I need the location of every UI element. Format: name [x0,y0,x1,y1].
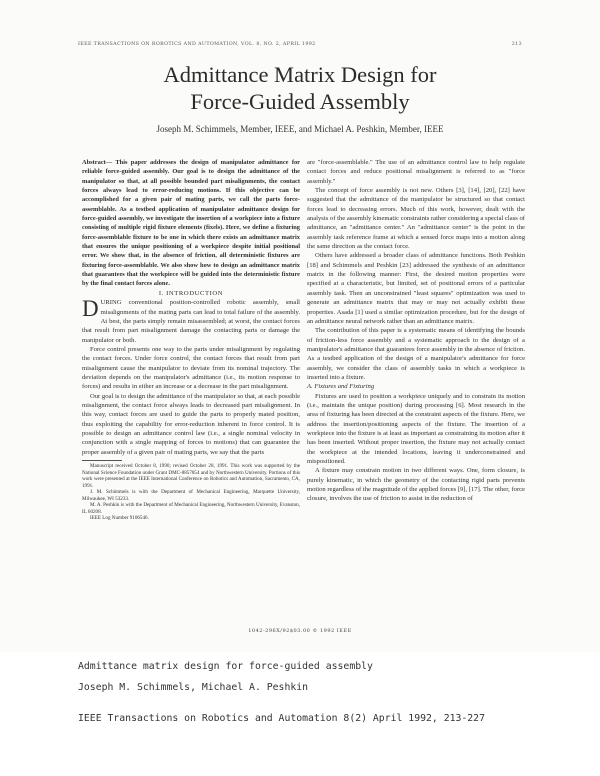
citation-reference: IEEE Transactions on Robotics and Automation 8(2) April 1992, 213-227 [78,713,485,724]
paper-title-line-1: Admittance Matrix Design for [163,62,437,87]
footnote-ieee-log: IEEE Log Number 9106546. [90,515,149,521]
intro-paragraph-2: Force control presents one way to the parts under misalignment by regulating the contact forces. Under force control, the contact forces that result from part misalignment cause the manipulator to deviate from its nominal trajectory. The deviation depends on the manipulator's admittance (i.e., its motion response to forces) and results in either an increase or a decrease in the part misalignment. [82,345,300,391]
running-head [78,42,522,47]
body-paragraph-4: The contribution of this paper is a systematic means of identifying the bounds of friction-less force assembly and a systematic approach to the design of a manipulator's admittance that guarantees force assembly in the absence of friction. As a testbed application of the design of a manipulator's admittance for force assembly, we consider the class of assembly tasks in which a workpiece is inserted into a fixture. [307,327,525,381]
intro-paragraph-3: Our goal is to design the admittance of the manipulator so that, at each possible misalignment, the contact force always leads to decreased part misalignment. In this way, contact forces are used to guide the parts to properly mated position, thus exploiting the capability for error-reduction inherent in force control. It is possible to design an admittance control law (i.e., a single nominal velocity in conjunction with a single mapping of forces to motions) that can guarantee the proper assembly of a given pair of mating parts, we say that the parts [82,392,300,456]
intro-paragraph-1-text: URING conventional position-controlled robotic assembly, small misalignments of the mating parts can lead to total failure of the assembly. At best, the parts simply remain misassembled; at worst, the contact forces that result from part misalignment damage the contacting parts or damage the manipulator or both. [82,299,300,344]
copyright-footer: 1042-296X/92$03.00 © 1992 IEEE [248,628,352,634]
intro-paragraph-1 [82,298,300,345]
left-column [82,158,300,522]
abstract: Abstract— This paper addresses the design of manipulator admittance for reliable force-guided assembly. Our goal is to design the admittance of the manipulator so that, at all possible bounded part misalignments, the contact forces always lead to error-reducing motions. If this objective can be accomplished for a given pair of mating parts, we call the parts force-assemblable. As a testbed application of manipulator admittance design for force-guided assembly, we investigate the insertion of a workpiece into a fixture consisting of multiple rigid fixture elements (fixels). Here, we define a fixturing force-assemblable fixture to be one in which there exists an admittance matrix that ensures the unique positioning of a workpiece despite initial positional error. We show that, in the absence of friction, all deterministic fixtures are fixturing force-assemblable. We also show how to design an admittance matrix that guarantees that the workpiece will be guided into the deterministic fixture by the final contact forces alone. [82,159,300,288]
right-column [307,158,525,504]
body-paragraph-3: Others have addressed a broader class of admittance functions. Both Peshkin [18] and Schimmels and Peshkin [23] addressed the synthesis of an admittance matrix in the following manner: First, the desired motion properties were specified at a characteristic, but limited, set of positional errors of a particular assembly task. Then an unconstrained "least squares" optimization was used to generate an admittance matrix that may or may not actually exhibit these properties. Asada [1] used a similar optimization procedure, but for the design of an admittance neural network rather than an admittance matrix. [307,252,525,325]
body-paragraph-1: are "force-assemblable." The use of an admittance control law to help regulate contact forces and reduce positional misalignment is referred to as "force assembly." [307,159,525,185]
footnote-received: Manuscript received October 8, 1990; revised October 28, 1991. This work was supported by the National Science Foundation under Grant DMC-8857854 and by Northwestern University. Portions of this work were presented at the IEEE International Conference on Robotics and Automation, Sacramento, CA, 1991. [82,463,300,489]
page-number: 213 [511,42,522,47]
footnote-divider [82,460,122,461]
footnote-author-2: M. A. Peshkin is with the Department of Mechanical Engineering, Northwestern University, Evanston, IL 60208. [82,502,300,515]
author-line: Joseph M. Schimmels, Member, IEEE, and Michael A. Peshkin, Member, IEEE [156,124,444,134]
body-paragraph-5: Fixtures are used to position a workpiece uniquely and to constrain its motion (i.e., maintain the unique position) during processing [6]. Most research in the area of fixturing has been directed at the constraint aspects of the fixture. Here, we address the insertion/positioning aspects of the fixture. The insertion of a workpiece into the fixture is at least as important as constraining its motion after it has been inserted. Without proper insertion, the fixture may not actually contact the workpiece at the intended locations, leaving it underconstrained and mispositioned. [307,392,525,465]
citation-block [78,656,578,729]
citation-authors: Joseph M. Schimmels, Michael A. Peshkin [78,682,309,693]
paper-title-line-2: Force-Guided Assembly [190,89,410,114]
citation-title: Admittance matrix design for force-guided assembly [78,661,373,672]
section-heading-introduction: I. INTRODUCTION [158,289,224,297]
footnote-author-1: J. M. Schimmels is with the Department of Mechanical Engineering, Marquette University, Milwaukee, WI 53233. [82,489,300,502]
body-paragraph-6: A fixture may constrain motion in two different ways. One, form closure, is purely kinematic, in which the geometry of the contacting rigid parts prevents motion regardless of the magnitude of the applied forces [9], [17]. The other, force closure, involves the use of friction to assist in the reduction of [307,467,525,503]
journal-header: IEEE TRANSACTIONS ON ROBOTICS AND AUTOMATION, VOL. 8, NO. 2, APRIL 1992 [78,42,316,47]
body-paragraph-2: The concept of force assembly is not new. Others [3], [14], [20], [22] have suggested that the admittance of the manipulator be structured so that contact forces lead to decreasing errors. Much of this work, however, dealt with the analysis of the assembly kinematic constraints rather considering a special class of admittance, an "admittance center." An "admittance center" is the point in the assembly task reference frame at which a sensed force maps into a motion along the same direction as the contact force. [307,187,525,251]
drop-cap: D [82,296,99,322]
subsection-heading-fixtures: A. Fixtures and Fixturing [307,383,375,391]
